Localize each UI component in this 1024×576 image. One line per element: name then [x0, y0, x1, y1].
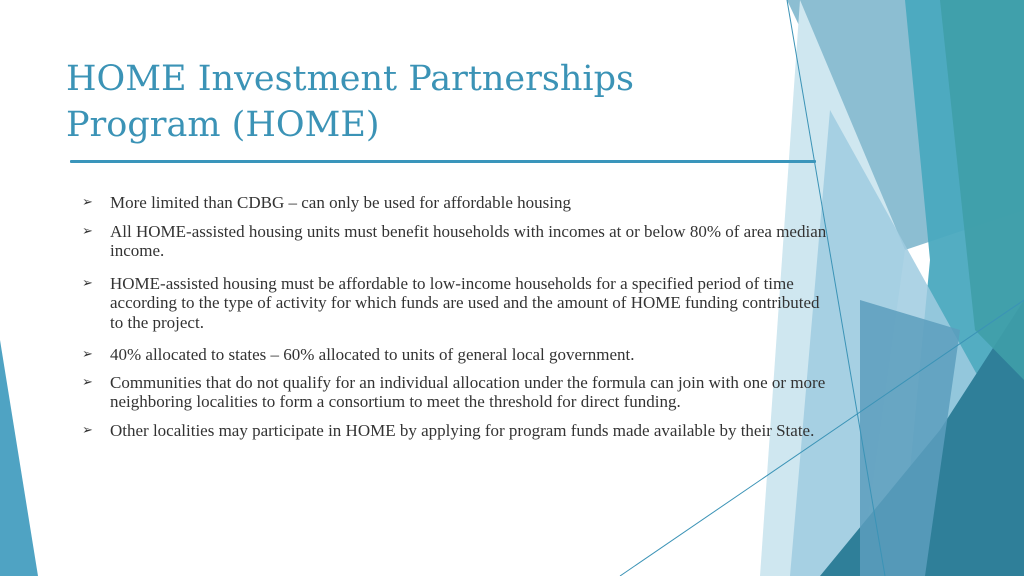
list-item [82, 193, 827, 213]
bullet-text: 40% allocated to states – 60% allocated to units of general local government. [110, 345, 635, 364]
bullet-text: All HOME-assisted housing units must benefit households with incomes at or below 80% of area median income. [110, 221, 827, 260]
arrowhead-bullet-icon: ➢ [82, 422, 93, 438]
left-edge-shape [0, 340, 38, 576]
list-item [82, 274, 827, 333]
list-item [82, 345, 827, 365]
bullet-text: More limited than CDBG – can only be used for affordable housing [110, 193, 571, 212]
arrowhead-bullet-icon: ➢ [82, 275, 93, 291]
bullet-text: Communities that do not qualify for an individual allocation under the formula can join with one or more neighboring localities to form a consortium to meet the threshold for direct funding. [110, 372, 826, 411]
bullet-list [82, 193, 827, 450]
bullet-text: HOME-assisted housing must be affordable to low-income households for a specified period of time according to the type of activity for which funds are used and the amount of HOME funding contributed to the project. [110, 273, 820, 332]
list-item [82, 421, 827, 441]
arrowhead-bullet-icon: ➢ [82, 223, 93, 239]
bullet-text: Other localities may participate in HOME by applying for program funds made available by their State. [110, 420, 815, 440]
arrowhead-bullet-icon: ➢ [82, 195, 93, 210]
list-item [82, 222, 827, 261]
arrowhead-bullet-icon: ➢ [82, 347, 93, 362]
arrowhead-bullet-icon: ➢ [82, 374, 93, 390]
title-underline [70, 160, 816, 163]
page-title: HOME Investment Partnerships Program (HOME) [66, 59, 634, 145]
list-item [82, 373, 827, 412]
